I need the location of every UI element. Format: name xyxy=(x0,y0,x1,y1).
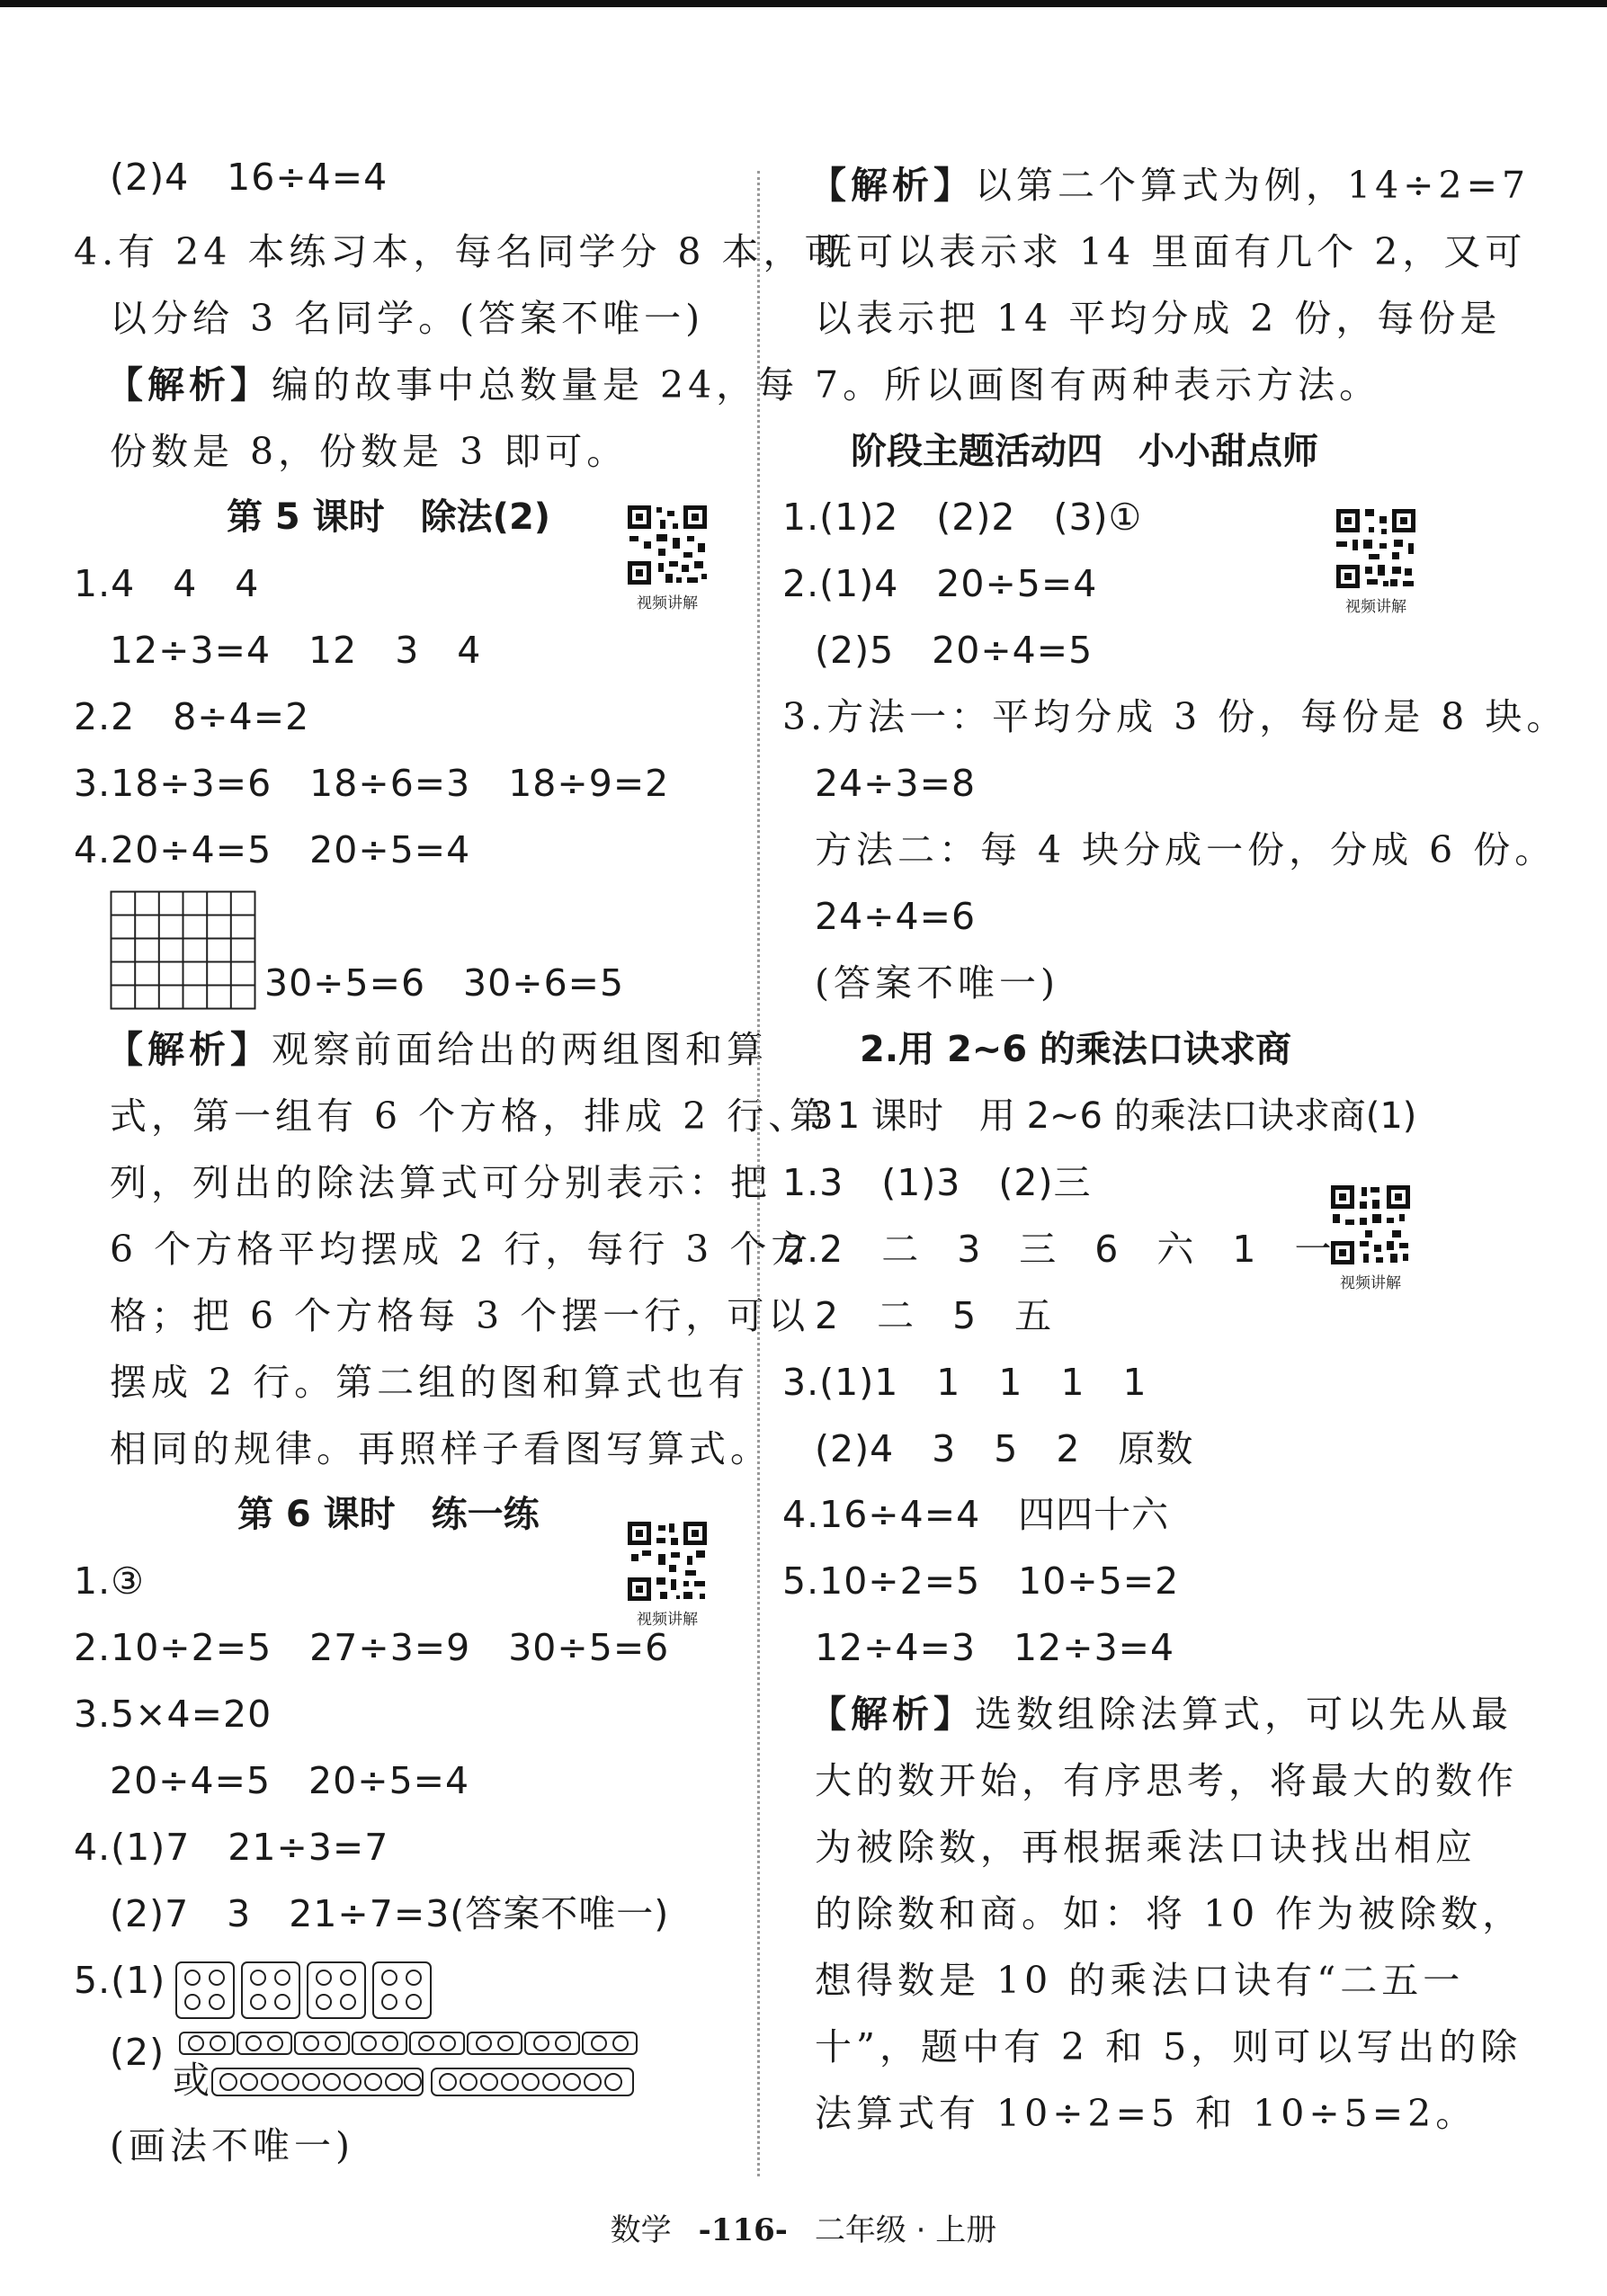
answer-line: 12÷4=3 12÷3=4 xyxy=(815,1626,1175,1669)
analysis-line: 相同的规律。再照样子看图写算式。 xyxy=(110,1427,772,1470)
analysis-line xyxy=(106,361,799,409)
answer-line: 1.3 (1)3 (2)三 xyxy=(782,1161,1092,1204)
answer-line: 3.5×4=20 xyxy=(74,1693,272,1736)
analysis-line: 十”，题中有 2 和 5，则可以写出的除 xyxy=(815,2025,1522,2068)
analysis-line: 份数是 8，份数是 3 即可。 xyxy=(110,430,629,473)
answer-line: 3.(1)1 1 1 1 1 xyxy=(782,1361,1147,1404)
answer-line: (2)4 16÷4=4 xyxy=(110,156,388,199)
analysis-line: 想得数是 10 的乘法口诀有“二五一 xyxy=(815,1959,1465,2002)
column-divider xyxy=(757,171,760,2176)
qr-caption: 视频讲解 xyxy=(1340,1274,1401,1292)
analysis-line: 法算式有 10÷2=5 和 10÷5=2。 xyxy=(815,2092,1478,2135)
lesson-heading: 第 6 课时 练一练 xyxy=(237,1494,540,1535)
unit-heading: 2.用 2~6 的乘法口诀求商 xyxy=(860,1029,1292,1070)
grouped-row-circles-figure xyxy=(210,2067,705,2097)
lesson-heading: 第 1 课时 用 2~6 的乘法口诀求商(1) xyxy=(790,1095,1417,1137)
answer-line: 20÷4=5 20÷5=4 xyxy=(110,1759,470,1802)
paired-circles-figure xyxy=(178,2031,705,2056)
answer-line: 1.4 4 4 xyxy=(74,562,260,605)
answer-line: 2.10÷2=5 27÷3=9 30÷5=6 xyxy=(74,1626,670,1669)
qr-code-icon xyxy=(1333,505,1419,592)
analysis-text: 观察前面给出的两组图和算 xyxy=(272,1028,768,1071)
answer-line: 24÷3=8 xyxy=(815,762,977,805)
analysis-line: 7。所以画图有两种表示方法。 xyxy=(815,363,1381,406)
page-number: -116- xyxy=(698,2212,788,2248)
answer-line: 4.20÷4=5 20÷5=4 xyxy=(74,828,471,871)
answer-line: 3.18÷3=6 18÷6=3 18÷9=2 xyxy=(74,762,670,805)
answer-line: 12÷3=4 12 3 4 xyxy=(110,629,482,672)
qr-code-icon xyxy=(624,1518,710,1604)
grid-figure xyxy=(110,890,257,1011)
analysis-text: 选数组除法算式，可以先从最 xyxy=(975,1693,1513,1736)
analysis-tag: 【解析】 xyxy=(809,164,975,207)
answer-line: (2)7 3 21÷7=3(答案不唯一) xyxy=(110,1892,670,1935)
answer-line: 24÷4=6 xyxy=(815,895,977,938)
note-line: (答案不唯一) xyxy=(815,961,1059,1005)
answer-line: 30÷5=6 30÷6=5 xyxy=(264,961,625,1005)
answer-line: 2.2 8÷4=2 xyxy=(74,695,310,738)
answer-line: 3.方法一：平均分成 3 份，每份是 8 块。 xyxy=(782,695,1568,738)
answer-line: (2)4 3 5 2 原数 xyxy=(815,1427,1194,1470)
qr-caption: 视频讲解 xyxy=(637,1611,698,1629)
answer-line: 4.有 24 本练习本，每名同学分 8 本，可 xyxy=(74,230,846,273)
analysis-line: 既可以表示求 14 里面有几个 2，又可 xyxy=(815,230,1527,273)
analysis-line xyxy=(809,161,1530,210)
answer-line: 5.10÷2=5 10÷5=2 xyxy=(782,1559,1180,1603)
qr-caption: 视频讲解 xyxy=(1345,598,1406,616)
analysis-line: 格；把 6 个方格每 3 个摆一行，可以 xyxy=(110,1294,810,1337)
page-footer xyxy=(0,2205,1607,2249)
qr-caption: 视频讲解 xyxy=(637,594,698,612)
analysis-tag: 【解析】 xyxy=(106,363,272,406)
analysis-line: 列，列出的除法算式可分别表示：把 xyxy=(110,1161,772,1204)
answer-line: 2.(1)4 20÷5=4 xyxy=(782,562,1098,605)
analysis-line: 6 个方格平均摆成 2 行，每行 3 个方 xyxy=(110,1228,813,1271)
analysis-line: 以表示把 14 平均分成 2 份，每份是 xyxy=(815,297,1502,340)
analysis-line: 的除数和商。如：将 10 作为被除数， xyxy=(815,1892,1524,1935)
analysis-tag: 【解析】 xyxy=(809,1693,975,1736)
analysis-line: 为被除数，再根据乘法口诀找出相应 xyxy=(815,1826,1477,1869)
qr-code-icon xyxy=(1327,1182,1414,1268)
answer-line: 以分给 3 名同学。(答案不唯一) xyxy=(110,297,705,340)
qr-code[interactable] xyxy=(624,502,710,612)
analysis-line xyxy=(106,1025,768,1074)
qr-code[interactable] xyxy=(1333,505,1419,616)
footer-subject: 数学 xyxy=(610,2212,672,2248)
footer-grade: 二年级 · 上册 xyxy=(814,2212,997,2248)
analysis-line: 摆成 2 行。第二组的图和算式也有 xyxy=(110,1361,750,1404)
analysis-text: 以第二个算式为例，14÷2=7 xyxy=(975,164,1531,207)
answer-line: 4.16÷4=4 四四十六 xyxy=(782,1493,1170,1536)
lesson-heading: 第 5 课时 除法(2) xyxy=(227,496,551,538)
analysis-line: 大的数开始，有序思考，将最大的数作 xyxy=(815,1759,1518,1802)
qr-code-icon xyxy=(624,502,710,588)
answer-line: 4.(1)7 21÷3=7 xyxy=(74,1826,389,1869)
analysis-text: 编的故事中总数量是 24，每 xyxy=(272,363,799,406)
qr-code[interactable] xyxy=(1327,1182,1414,1292)
answer-line: (2) xyxy=(110,2031,165,2074)
top-edge-bar xyxy=(0,0,1607,7)
analysis-tag: 【解析】 xyxy=(106,1028,272,1071)
grouped-circles-figure xyxy=(174,1961,435,2020)
note-line: (画法不唯一) xyxy=(110,2124,354,2167)
analysis-line xyxy=(809,1690,1513,1738)
section-heading: 阶段主题活动四 小小甜点师 xyxy=(851,431,1318,472)
answer-line: 方法二：每 4 块分成一份，分成 6 份。 xyxy=(815,828,1557,871)
or-label: 或 xyxy=(173,2059,214,2102)
answer-line: 1.(1)2 (2)2 (3)① xyxy=(782,496,1143,539)
qr-code[interactable] xyxy=(624,1518,710,1629)
answer-line: 2.2 二 3 三 6 六 1 一 xyxy=(782,1228,1333,1271)
answer-line: (2)5 20÷4=5 xyxy=(815,629,1094,672)
analysis-line: 式，第一组有 6 个方格，排成 2 行、3 xyxy=(110,1094,838,1138)
answer-line: 5.(1) xyxy=(74,1959,166,2002)
answer-line: 2 二 5 五 xyxy=(815,1294,1053,1337)
answer-line: 1.③ xyxy=(74,1559,145,1603)
